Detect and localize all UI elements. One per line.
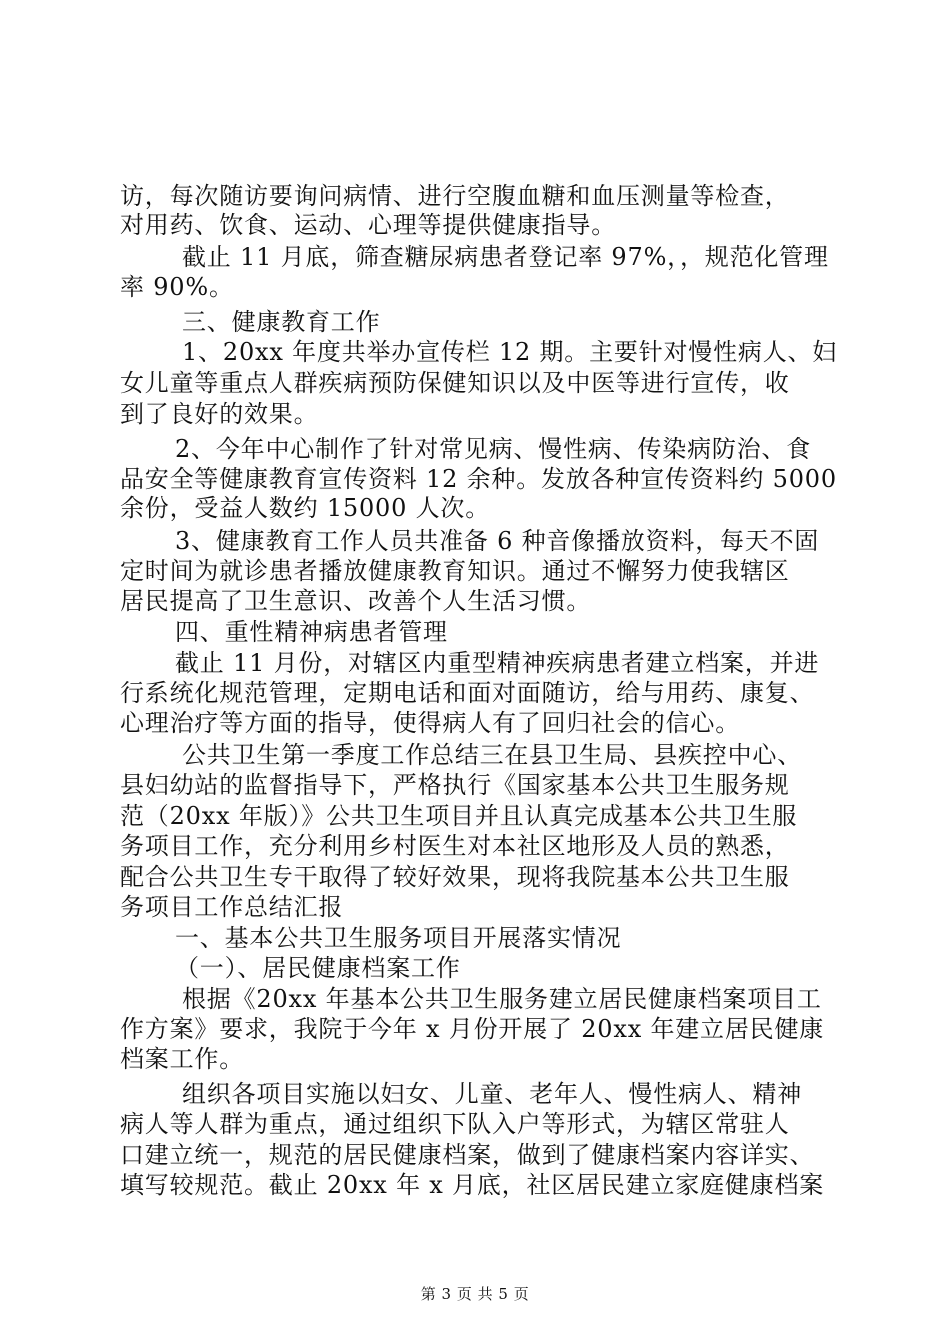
text-line: 配合公共卫生专干取得了较好效果，现将我院基本公共卫生服 [120, 863, 790, 891]
text-line: 作方案》要求，我院于今年 x 月份开展了 20xx 年建立居民健康 [120, 1015, 825, 1043]
subsection-heading: （一）、居民健康档案工作 [175, 954, 461, 982]
text-line: 县妇幼站的监督指导下，严格执行《国家基本公共卫生服务规 [120, 771, 790, 799]
text-line: 对用药、饮食、运动、心理等提供健康指导。 [120, 211, 616, 239]
text-line: 品安全等健康教育宣传资料 12 余种。发放各种宣传资料约 5000 [120, 465, 837, 493]
text-line: 女儿童等重点人群疾病预防保健知识以及中医等进行宣传，收 [120, 369, 790, 397]
text-line: 病人等人群为重点，通过组织下队入户等形式，为辖区常驻人 [120, 1110, 790, 1138]
text-line: 1、20xx 年度共举办宣传栏 12 期。主要针对慢性病人、妇 [182, 338, 838, 366]
section-heading: 四、重性精神病患者管理 [175, 618, 448, 646]
section-heading: 一、基本公共卫生服务项目开展落实情况 [175, 924, 622, 952]
text-line: 3、健康教育工作人员共准备 6 种音像播放资料，每天不固 [175, 527, 820, 555]
text-line: 余份，受益人数约 15000 人次。 [120, 494, 491, 522]
text-line: 访，每次随访要询问病情、进行空腹血糖和血压测量等检查， [120, 182, 790, 210]
page-number: 第 3 页 共 5 页 [420, 1285, 530, 1303]
text-line: 率 90%。 [120, 273, 234, 301]
text-line: 档案工作。 [120, 1045, 244, 1073]
section-heading: 三、健康教育工作 [182, 308, 381, 336]
text-line: 截止 11 月底，筛查糖尿病患者登记率 97%，，规范化管理 [182, 243, 829, 271]
text-line: 公共卫生第一季度工作总结三在县卫生局、县疾控中心、 [182, 741, 802, 769]
text-line: 心理治疗等方面的指导，使得病人有了回归社会的信心。 [120, 709, 740, 737]
text-line: 定时间为就诊患者播放健康教育知识。通过不懈努力使我辖区 [120, 557, 790, 585]
text-line: 居民提高了卫生意识、改善个人生活习惯。 [120, 587, 592, 615]
text-line: 填写较规范。截止 20xx 年 x 月底，社区居民建立家庭健康档案 [120, 1171, 825, 1199]
text-line: 到了良好的效果。 [120, 400, 319, 428]
page-footer [0, 1284, 950, 1304]
text-line: 口建立统一，规范的居民健康档案，做到了健康档案内容详实、 [120, 1141, 815, 1169]
text-line: 根据《20xx 年基本公共卫生服务建立居民健康档案项目工 [182, 985, 822, 1013]
text-line: 2、今年中心制作了针对常见病、慢性病、传染病防治、食 [175, 435, 812, 463]
text-line: 务项目工作，充分利用乡村医生对本社区地形及人员的熟悉， [120, 832, 790, 860]
text-line: 截止 11 月份，对辖区内重型精神疾病患者建立档案，并进 [175, 649, 820, 677]
text-line: 行系统化规范管理，定期电话和面对面随访，给与用药、康复、 [120, 679, 815, 707]
text-line: 务项目工作总结汇报 [120, 893, 344, 921]
text-line: 组织各项目实施以妇女、儿童、老年人、慢性病人、精神 [182, 1080, 802, 1108]
text-line: 范（20xx 年版）》公共卫生项目并且认真完成基本公共卫生服 [120, 802, 798, 830]
